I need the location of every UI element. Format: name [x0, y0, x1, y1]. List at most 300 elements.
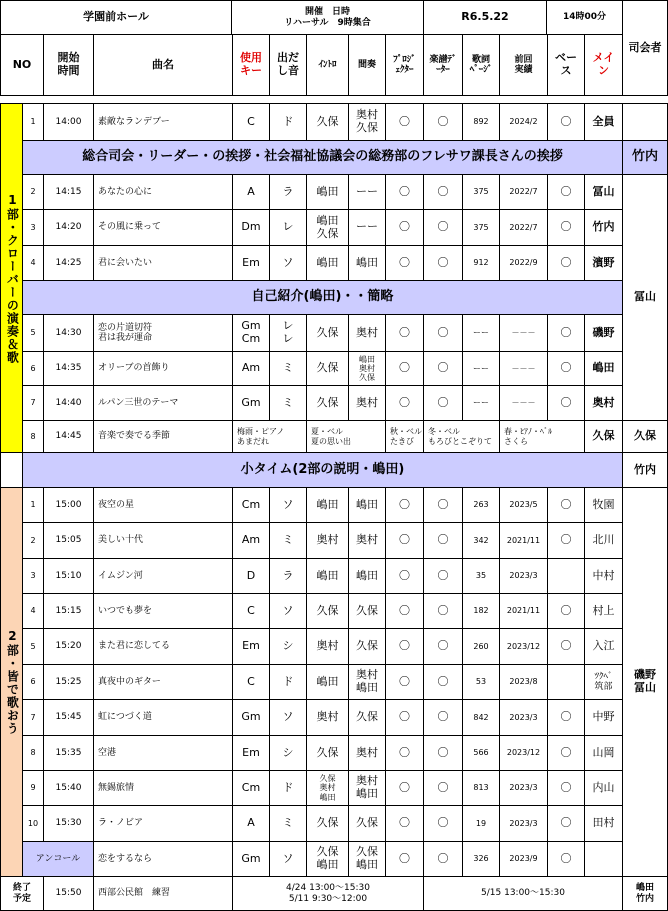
- row-song: [93, 103, 233, 141]
- mc-break-text: 竹内: [634, 462, 656, 476]
- row-no: [22, 103, 44, 141]
- row-first-note-text: ド: [282, 674, 294, 688]
- row-main-text: 久保: [592, 429, 615, 443]
- season-spring: [499, 420, 585, 453]
- col-song-text: 曲名: [152, 57, 174, 71]
- row-no-text: 2: [30, 187, 36, 197]
- row-score-text: 〇: [437, 710, 449, 724]
- row-time: [43, 558, 94, 594]
- row-no: [22, 628, 44, 665]
- row-previous: [499, 314, 548, 352]
- row-intro-text: 久保: [316, 325, 339, 339]
- row-key: [232, 735, 270, 771]
- end-label-text: 終了 予定: [12, 883, 31, 904]
- encore-label-text: アンコール: [35, 853, 81, 864]
- row-song-text: 虹につづく道: [98, 712, 152, 723]
- row-lyrics-page: [462, 209, 500, 246]
- row-intro: [306, 209, 349, 246]
- row-interlude: [348, 174, 386, 210]
- season-rainy-text: 梅雨・ピアノ あまだれ: [237, 427, 285, 446]
- row-lyrics-page: [462, 103, 500, 141]
- row-main-text: 田村: [592, 816, 615, 830]
- row-score-text: 〇: [437, 184, 449, 198]
- row-interlude: [348, 385, 386, 421]
- row-intro: [306, 558, 349, 594]
- row-intro-text: 奥村: [316, 533, 339, 547]
- row-intro: [306, 314, 349, 352]
- row-no-text: 6: [30, 677, 36, 687]
- row-projector: [385, 385, 424, 421]
- row-projector-text: 〇: [399, 361, 410, 375]
- row-key-text: Cm: [241, 497, 261, 511]
- row-intro-text: 奥村: [316, 639, 339, 653]
- row-no: [22, 770, 44, 806]
- row-song: [93, 420, 233, 453]
- row-time: [43, 628, 94, 665]
- row-projector: [385, 735, 424, 771]
- mc-p1-top: [622, 140, 668, 175]
- row-song: [93, 385, 233, 421]
- row-main-text: 牧園: [592, 497, 615, 511]
- row-main-text: 嶋田: [592, 361, 615, 375]
- row-key: [232, 103, 270, 141]
- row-first-note: [269, 314, 307, 352]
- row-key: [232, 805, 270, 842]
- row-time: [43, 805, 94, 842]
- row-time-text: 14:35: [55, 363, 82, 374]
- row-lyrics-page: [462, 245, 500, 281]
- row-main: [584, 664, 623, 700]
- practice-dates-2: [423, 876, 623, 911]
- row-previous: [499, 699, 548, 736]
- row-score-text: 〇: [437, 361, 449, 375]
- row-first-note: [269, 628, 307, 665]
- row-time-text: 14:30: [55, 327, 82, 338]
- row-no: [22, 385, 44, 421]
- row-projector-text: 〇: [399, 674, 410, 688]
- row-interlude: [348, 522, 386, 559]
- row-key: [232, 174, 270, 210]
- row-key-text: Em: [242, 745, 260, 759]
- season-autumn: [385, 420, 424, 453]
- season-rainy: [232, 420, 307, 453]
- row-lyrics-page-text: 326: [473, 854, 489, 864]
- row-bass-text: 〇: [560, 816, 572, 830]
- col-previous-text: 前回 実績: [514, 54, 533, 75]
- row-previous: [499, 351, 548, 386]
- row-previous-text: 2023/3: [509, 783, 538, 793]
- row-interlude-text: 久保 嶋田: [356, 845, 378, 871]
- row-no-text: 4: [30, 606, 36, 616]
- row-bass-text: 〇: [560, 361, 572, 375]
- row-first-note-text: ラ: [282, 184, 294, 198]
- row-previous-text: 2022/7: [509, 187, 538, 197]
- row-song-text: 音楽で奏でる季節: [98, 431, 171, 442]
- row-no: [22, 351, 44, 386]
- season-autumn-text: 秋・ベル たきび: [390, 427, 422, 446]
- row-time: [43, 522, 94, 559]
- row-key: [232, 351, 270, 386]
- row-key: [232, 522, 270, 559]
- row-interlude: [348, 735, 386, 771]
- row-first-note-text: シ: [282, 639, 294, 653]
- row-first-note-text: ラ: [282, 568, 294, 582]
- row-time: [43, 735, 94, 771]
- break-band: [22, 452, 623, 488]
- col-interlude-text: 間奏: [357, 59, 376, 70]
- greeting-band-text: 総合司会・リーダー・の挨拶・社会福祉協議会の総務部のフレサワ課長さんの挨拶: [82, 149, 563, 165]
- row-main-text: 内山: [592, 780, 615, 794]
- row-key: [232, 558, 270, 594]
- row-interlude-text: 嶋田: [356, 497, 378, 511]
- row-first-note: [269, 805, 307, 842]
- row-score: [423, 209, 463, 246]
- row-key: [232, 770, 270, 806]
- row-song-text: その風に乗って: [98, 222, 162, 233]
- part2-label: [0, 487, 23, 877]
- row-time: [43, 209, 94, 246]
- row-score: [423, 314, 463, 352]
- row-key: [232, 628, 270, 665]
- col-bass-text: ベー ス: [555, 51, 577, 77]
- row-projector-text: 〇: [399, 710, 410, 724]
- part1-label-text: 1部・クローバーの演奏＆歌: [5, 192, 20, 364]
- row-bass: [547, 103, 585, 141]
- row-projector: [385, 487, 424, 523]
- row-main: [584, 487, 623, 523]
- row-main: [584, 174, 623, 210]
- mc-part2-text: 磯野 冨山: [634, 668, 656, 694]
- row-interlude-text: 奥村 久保: [356, 108, 378, 134]
- row-first-note: [269, 770, 307, 806]
- row-song-text: イムジン河: [98, 570, 143, 581]
- row-time-text: 15:10: [55, 570, 82, 581]
- row-score: [423, 628, 463, 665]
- row-key-text: Gm: [241, 710, 261, 724]
- row-interlude: [348, 664, 386, 700]
- row-first-note: [269, 385, 307, 421]
- row-song: [93, 351, 233, 386]
- row-score: [423, 487, 463, 523]
- row-projector-text: 〇: [399, 639, 410, 653]
- row-main: [584, 628, 623, 665]
- row-key: [232, 314, 270, 352]
- row-previous: [499, 770, 548, 806]
- row-interlude: [348, 628, 386, 665]
- row-song-text: オリーブの首飾り: [98, 363, 170, 374]
- mc-p1-top-text: 竹内: [631, 149, 658, 165]
- row-intro-text: 嶋田: [316, 568, 339, 582]
- row-bass-text: 〇: [560, 184, 572, 198]
- row-song-text: ラ・ノビア: [98, 818, 144, 829]
- row-no: [22, 314, 44, 352]
- row-interlude-text: 奥村 嶋田: [356, 774, 378, 800]
- part1-label: [0, 103, 23, 453]
- row-main: [584, 805, 623, 842]
- row-time-text: 15:30: [55, 818, 82, 829]
- mc-p1-row8-text: 久保: [634, 429, 656, 443]
- row-projector: [385, 558, 424, 594]
- row-interlude-text: 嶋田 奥村 久保: [359, 354, 375, 383]
- row-intro-text: 久保: [316, 816, 339, 830]
- row-score-text: 〇: [437, 533, 449, 547]
- row-projector: [385, 245, 424, 281]
- row-intro-text: 嶋田: [316, 674, 339, 688]
- row-time-text: 14:45: [55, 431, 82, 442]
- row-previous: [499, 245, 548, 281]
- row-time: [43, 314, 94, 352]
- row-song-text: ルパン三世のテーマ: [98, 397, 179, 408]
- start-time: [546, 0, 623, 35]
- practice-dates-1: [232, 876, 424, 911]
- row-song-text: 空港: [98, 747, 117, 758]
- season-summer-text: 夏・ベル 夏の思い出: [311, 427, 351, 446]
- row-score-text: 〇: [437, 816, 449, 830]
- col-first-note: [269, 34, 307, 96]
- row-lyrics-page: [462, 841, 500, 877]
- row-no-text: 10: [27, 818, 39, 828]
- row-main-text: 冨山: [592, 184, 615, 198]
- row-no-text: 1: [30, 500, 36, 510]
- row-no: [22, 699, 44, 736]
- mc-break: [622, 452, 668, 488]
- col-interlude: [348, 34, 386, 96]
- row-main-text: ﾂｸﾍﾞ 筑部: [594, 671, 613, 692]
- row-projector: [385, 841, 424, 877]
- row-score-text: 〇: [437, 780, 449, 794]
- row-time: [43, 385, 94, 421]
- row-time-text: 15:15: [55, 605, 82, 616]
- row-lyrics-page: [462, 558, 500, 594]
- row-intro: [306, 522, 349, 559]
- row-time-text: 15:25: [55, 676, 82, 687]
- row-intro-text: 久保: [316, 603, 339, 617]
- row-main: [584, 522, 623, 559]
- row-bass-text: 〇: [560, 220, 572, 234]
- row-no: [22, 174, 44, 210]
- row-key: [232, 699, 270, 736]
- row-projector-text: 〇: [399, 603, 410, 617]
- row-time-text: 14:00: [55, 116, 82, 127]
- row-no-text: 3: [30, 222, 36, 232]
- row-interlude-text: 久保: [356, 710, 378, 724]
- col-intro-text: ｲﾝﾄﾛ: [318, 59, 337, 70]
- practice-place-text: 西部公民館 練習: [98, 888, 171, 899]
- row-main: [584, 103, 623, 141]
- row-interlude-text: 久保: [356, 816, 378, 830]
- row-first-note-text: ソ: [282, 255, 294, 269]
- row-key-text: Em: [242, 255, 260, 269]
- row-intro-text: 嶋田: [316, 497, 339, 511]
- row-no: [22, 664, 44, 700]
- venue-title: [0, 0, 232, 35]
- row-time: [43, 103, 94, 141]
- row-no: [22, 593, 44, 629]
- col-no-text: NO: [12, 57, 32, 71]
- row-intro-text: 久保: [316, 745, 339, 759]
- row-score-text: 〇: [437, 639, 449, 653]
- col-start-time-text: 開始 時間: [57, 51, 80, 77]
- row-key: [232, 841, 270, 877]
- row-time-text: 15:35: [55, 747, 82, 758]
- col-first-note-text: 出だ し音: [277, 51, 299, 77]
- row-key-text: Am: [241, 361, 261, 375]
- col-score-text: 楽譜ﾃﾞ ｰﾀｰ: [429, 54, 457, 75]
- row-no-text: 6: [30, 363, 36, 373]
- row-song: [93, 841, 233, 877]
- mc-p1-row8: [622, 420, 668, 453]
- row-main: [584, 420, 623, 453]
- row-previous-text: 2022/9: [509, 258, 538, 268]
- row-interlude: [348, 245, 386, 281]
- row-projector-text: 〇: [399, 220, 410, 234]
- schedule-header-text: 開催 日時 リハーサル 9時集合: [284, 7, 371, 28]
- mc-column-header: [622, 0, 668, 96]
- row-key: [232, 385, 270, 421]
- mc-p1-mid-text: 冨山: [634, 290, 656, 304]
- row-first-note-text: ミ: [282, 533, 294, 547]
- encore-label: [22, 841, 94, 877]
- row-interlude: [348, 487, 386, 523]
- row-previous: [499, 487, 548, 523]
- row-interlude: [348, 770, 386, 806]
- row-no-text: 8: [30, 431, 36, 441]
- row-intro-text: 久保: [316, 361, 339, 375]
- row-song: [93, 699, 233, 736]
- row-main: [584, 558, 623, 594]
- row-song-text: 素敵なランデブー: [98, 116, 170, 127]
- row-time-text: 15:00: [55, 499, 82, 510]
- row-score-text: 〇: [437, 325, 449, 339]
- row-time-text: 14:15: [55, 186, 82, 197]
- row-score-text: 〇: [437, 603, 449, 617]
- row-projector: [385, 805, 424, 842]
- row-intro-text: 嶋田 久保: [316, 213, 339, 240]
- row-main-text: 竹内: [592, 220, 615, 234]
- row-score-text: 〇: [437, 220, 449, 234]
- row-song: [93, 487, 233, 523]
- row-song: [93, 558, 233, 594]
- row-first-note-text: ソ: [282, 603, 294, 617]
- row-lyrics-page: [462, 699, 500, 736]
- row-bass-text: 〇: [560, 710, 572, 724]
- row-bass: [547, 628, 585, 665]
- row-score: [423, 770, 463, 806]
- row-interlude: [348, 593, 386, 629]
- row-bass: [547, 174, 585, 210]
- row-intro: [306, 174, 349, 210]
- row-intro: [306, 735, 349, 771]
- row-main: [584, 209, 623, 246]
- row-time-text: 14:25: [55, 257, 82, 268]
- row-interlude-text: 奥村: [356, 325, 378, 339]
- row-interlude: [348, 351, 386, 386]
- row-time: [43, 593, 94, 629]
- row-lyrics-page-text: 19: [475, 818, 487, 828]
- greeting-band: [22, 140, 623, 175]
- row-lyrics-page: [462, 314, 500, 352]
- col-no: [0, 34, 44, 96]
- row-previous: [499, 522, 548, 559]
- row-main: [584, 699, 623, 736]
- row-first-note: [269, 841, 307, 877]
- row-bass: [547, 735, 585, 771]
- col-lyrics-page-text: 歌詞 ﾍﾟｰｼﾞ: [469, 54, 493, 75]
- practice-place: [93, 876, 233, 911]
- row-bass-text: 〇: [560, 114, 572, 128]
- row-song-text: 無錫旅情: [98, 782, 135, 793]
- row-no: [22, 420, 44, 453]
- row-projector-text: 〇: [399, 184, 410, 198]
- row-bass: [547, 209, 585, 246]
- practice-dates-2-text: 5/15 13:00～15:30: [481, 888, 565, 899]
- row-bass: [547, 805, 585, 842]
- row-no: [22, 209, 44, 246]
- row-first-note: [269, 245, 307, 281]
- row-time: [43, 664, 94, 700]
- row-intro: [306, 487, 349, 523]
- row-lyrics-page: [462, 770, 500, 806]
- row-time: [43, 420, 94, 453]
- event-date: [423, 0, 547, 35]
- col-key-text: 使用 キー: [240, 51, 262, 77]
- row-intro: [306, 103, 349, 141]
- row-no: [22, 558, 44, 594]
- row-interlude-text: 奥村: [356, 395, 378, 409]
- col-projector: [385, 34, 424, 96]
- row-first-note-text: ソ: [282, 710, 294, 724]
- row-first-note-text: シ: [282, 745, 294, 759]
- row-time-text: 14:20: [55, 222, 82, 233]
- row-time: [43, 699, 94, 736]
- row-first-note: [269, 351, 307, 386]
- row-interlude-text: 嶋田: [356, 568, 378, 582]
- row-time: [43, 487, 94, 523]
- row-previous: [499, 805, 548, 842]
- row-bass-text: 〇: [560, 497, 572, 511]
- row-projector: [385, 593, 424, 629]
- row-main: [584, 770, 623, 806]
- row-previous-text: 2022/7: [509, 222, 538, 232]
- row-song-text: 美しい十代: [98, 535, 144, 546]
- row-lyrics-page-text: 842: [473, 712, 489, 722]
- row-intro-text: 久保: [316, 114, 339, 128]
- row-interlude: [348, 103, 386, 141]
- row-no-text: 4: [30, 258, 36, 268]
- schedule-header: [231, 0, 424, 35]
- row-bass-text: 〇: [560, 395, 572, 409]
- row-interlude: [348, 314, 386, 352]
- row-time: [43, 770, 94, 806]
- row-intro-text: 久保: [316, 395, 339, 409]
- row-key-text: Gm Cm: [241, 319, 261, 345]
- season-winter-text: 冬・ベル もろびとこぞりて: [428, 427, 492, 446]
- row-bass-text: 〇: [560, 533, 572, 547]
- row-main: [584, 593, 623, 629]
- row-song: [93, 314, 233, 352]
- row-lyrics-page: [462, 628, 500, 665]
- row-previous: [499, 593, 548, 629]
- row-score-text: 〇: [437, 497, 449, 511]
- row-score: [423, 805, 463, 842]
- row-key-text: D: [246, 568, 256, 582]
- row-previous-text: 2024/2: [509, 117, 538, 127]
- row-projector: [385, 699, 424, 736]
- row-main-text: 山岡: [592, 745, 615, 759]
- row-lyrics-page-text: 53: [475, 677, 487, 687]
- row-bass: [547, 593, 585, 629]
- row-key-text: C: [247, 603, 255, 617]
